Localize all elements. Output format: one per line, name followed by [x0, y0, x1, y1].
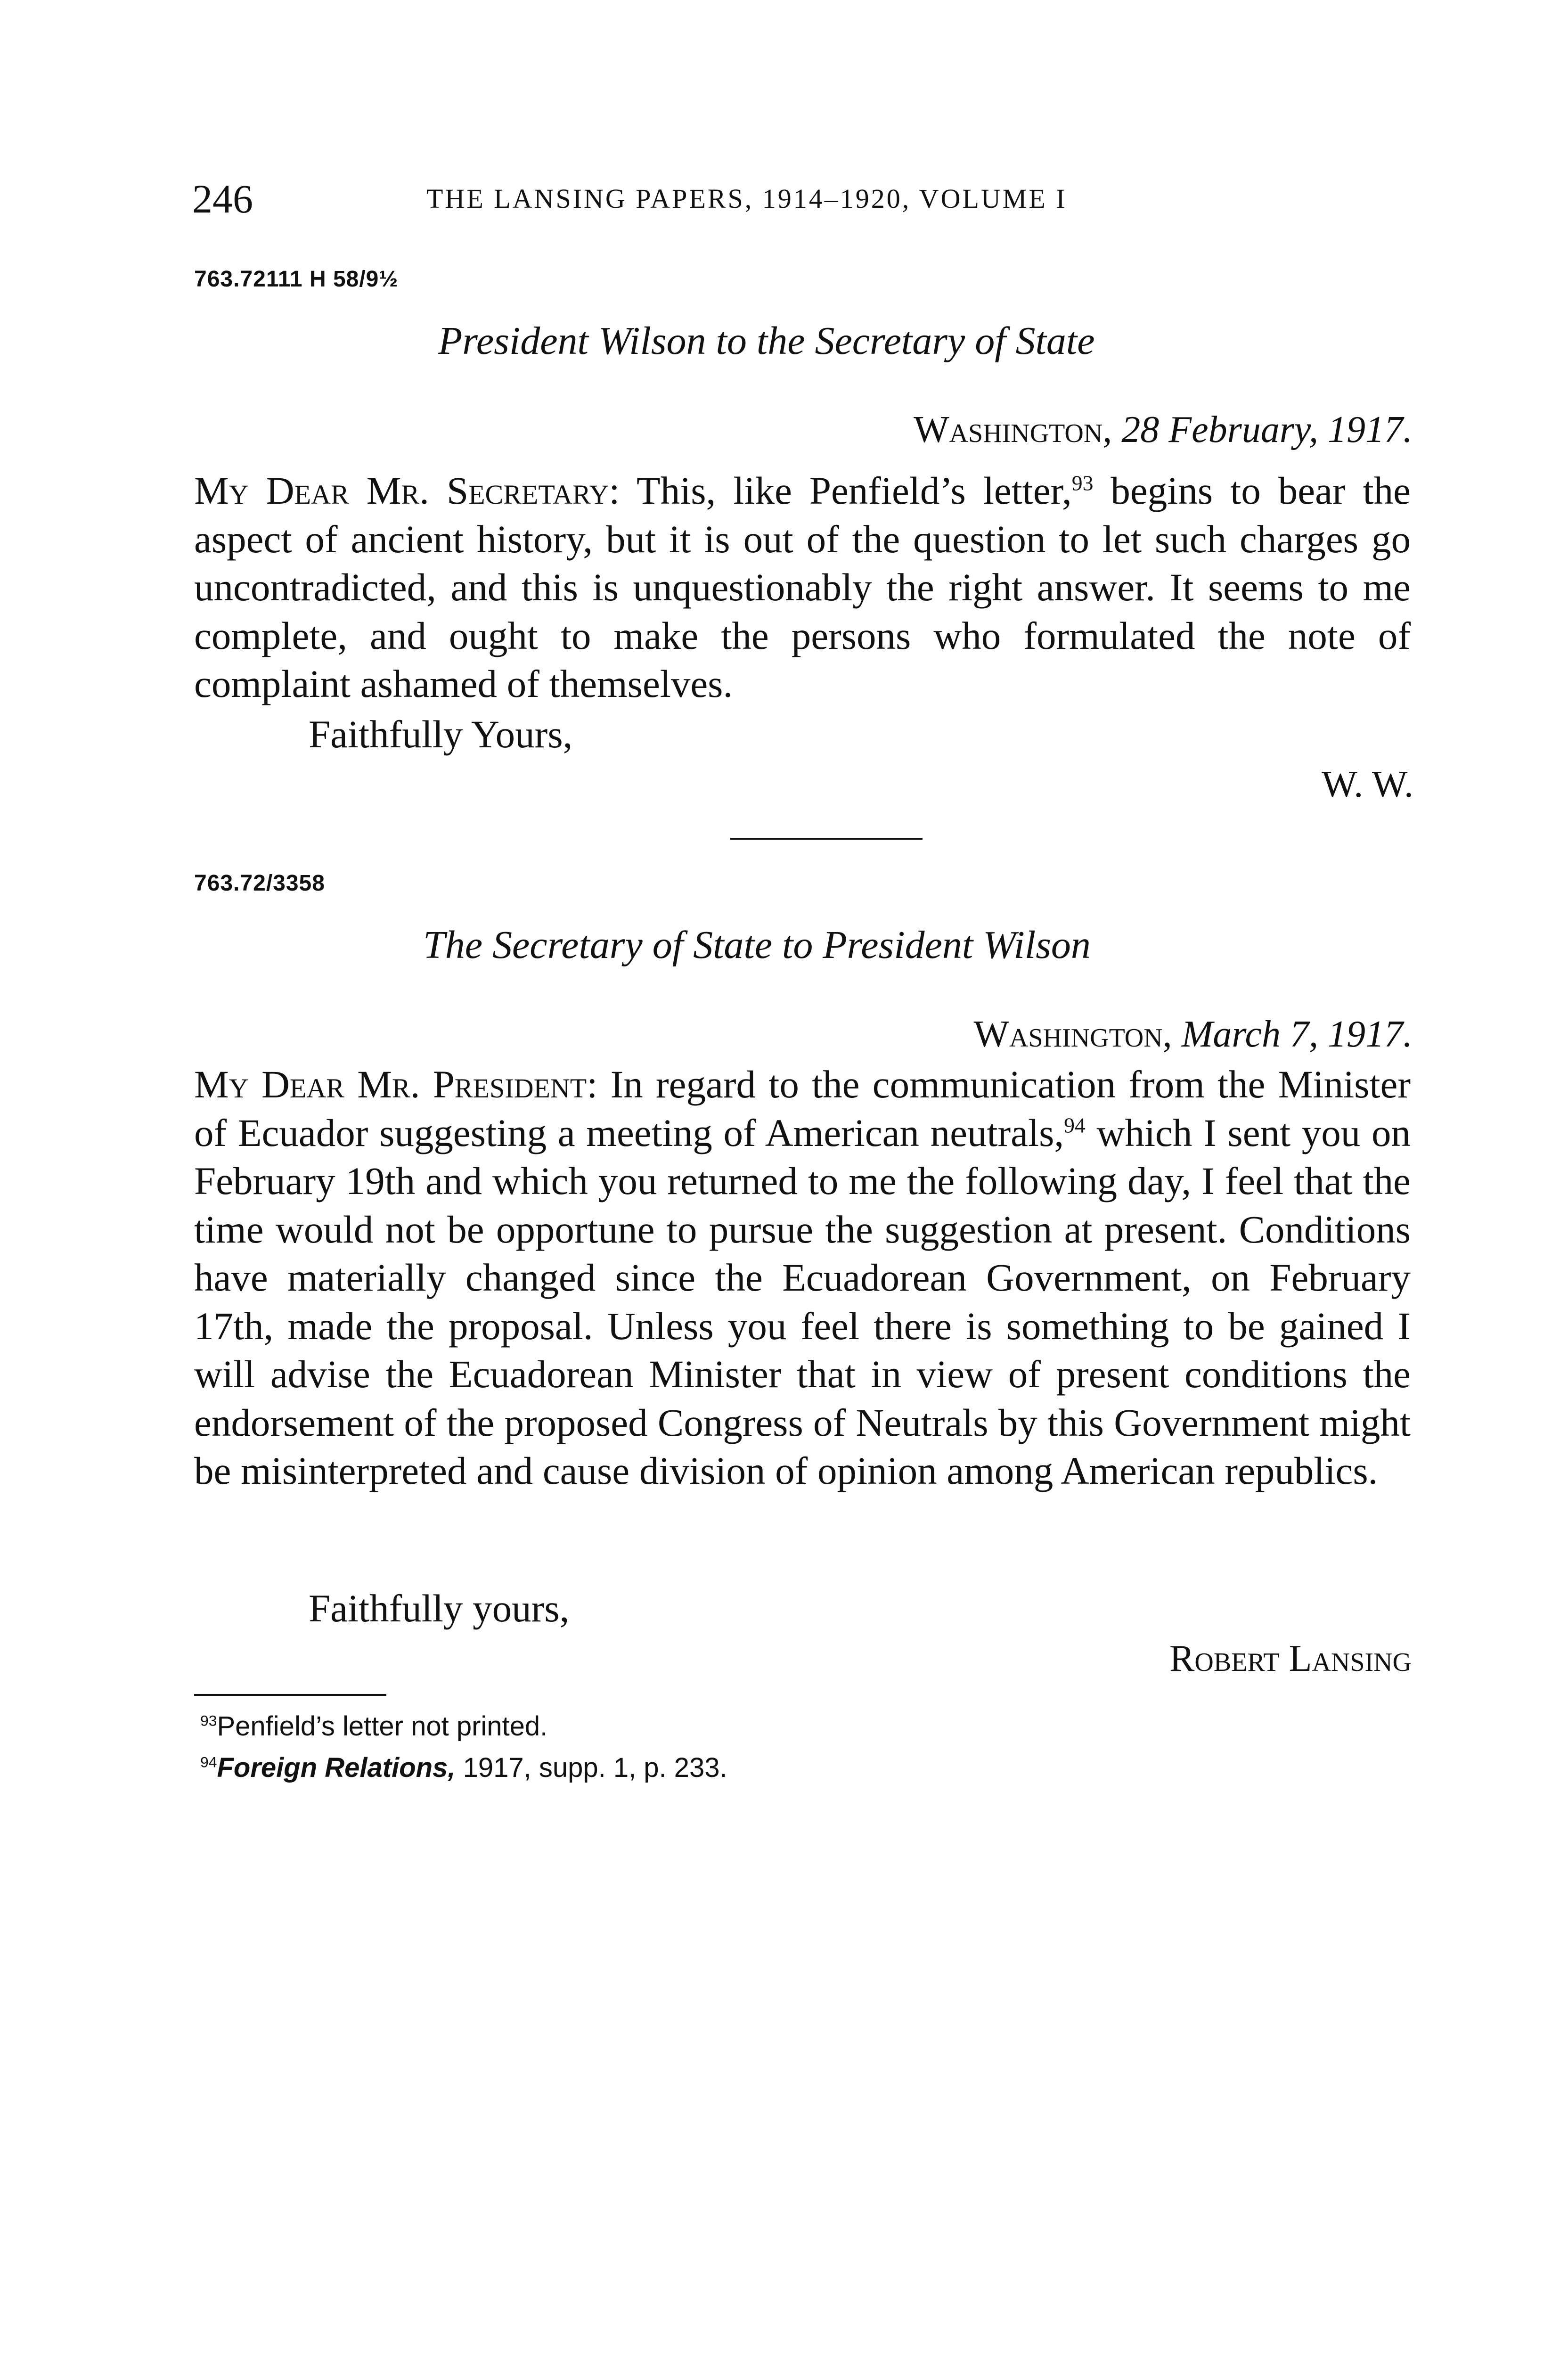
footnote-marker: 94	[200, 1753, 217, 1771]
footnote-text: 1917, supp. 1, p. 233.	[463, 1752, 727, 1783]
document-title: President Wilson to the Secretary of State	[438, 319, 1095, 363]
dateline	[974, 1013, 1413, 1056]
footnote-rule	[194, 1694, 386, 1696]
body-text: which I sent you on February 19th and which you returned to me the following day, I feel that the time would not be opportune to pursue the suggestion at present. Conditions have materially changed since the Ecuadorean Government, on February 17th, made the proposal. Unless you feel there is something to be gained I will advise the Ecuadorean Minister that in view of present conditions the endorsement of the proposed Congress of Neutrals by this Government might be misinterpreted and cause division of opinion among American republics.	[194, 1111, 1411, 1492]
salutation: My Dear Mr. Secretary:	[194, 469, 620, 512]
running-title: THE LANSING PAPERS, 1914–1920, VOLUME I	[426, 183, 1067, 214]
footnote-marker: 93	[200, 1712, 217, 1729]
dateline-place: Washington,	[914, 409, 1112, 450]
footnote-reference: 93	[1071, 471, 1094, 495]
page-number: 246	[192, 176, 253, 221]
salutation: My Dear Mr. President:	[194, 1063, 598, 1106]
dateline-place: Washington,	[973, 1014, 1172, 1055]
body-text: begins to bear the aspect of ancient history, but it is out of the question to let such charges go uncontradicted, and this is unquestionably the right answer. It seems to me complete, and ought to make the persons who formulated the note of complaint ashamed of themselves.	[194, 469, 1411, 705]
letter-body	[194, 1060, 1411, 1495]
file-number: 763.72111 H 58/9½	[194, 267, 399, 292]
closing: Faithfully yours,	[309, 1587, 570, 1630]
footnote	[200, 1752, 727, 1783]
dateline-date: 28 February, 1917.	[1121, 409, 1413, 450]
body-text: This, like Penfield’s letter,	[637, 469, 1072, 512]
footnote-source-title: Foreign Relations,	[217, 1752, 456, 1783]
footnote-text: Penfield’s letter not printed.	[217, 1711, 548, 1742]
section-divider	[730, 838, 923, 840]
signature: Robert Lansing	[1169, 1638, 1412, 1679]
dateline	[914, 409, 1413, 451]
file-number: 763.72/3358	[194, 871, 325, 896]
document-title: The Secretary of State to President Wilson	[423, 923, 1091, 967]
footnote	[200, 1710, 547, 1742]
signature: W. W.	[1322, 764, 1413, 805]
closing: Faithfully Yours,	[309, 712, 573, 756]
dateline-date: March 7, 1917.	[1181, 1014, 1413, 1055]
letter-body	[194, 466, 1411, 708]
body-text: In regard to the communication from the Minister of Ecuador suggesting a meeting of American neutrals,	[194, 1063, 1411, 1154]
footnote-reference: 94	[1064, 1113, 1086, 1137]
